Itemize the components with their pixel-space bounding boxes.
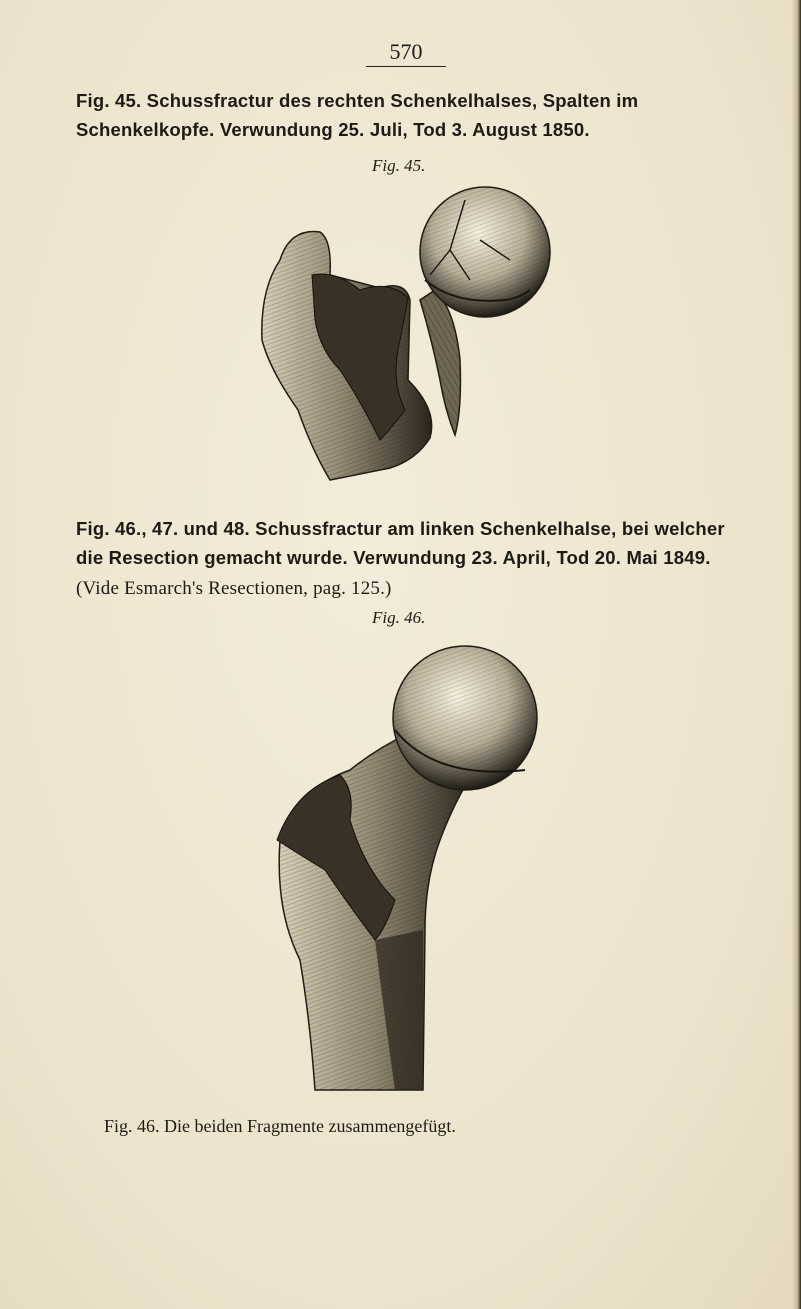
figure-46-label: Fig. 46. bbox=[372, 608, 426, 627]
figure-46-bottom-caption: Fig. 46. Die beiden Fragmente zusammengefügt. bbox=[104, 1116, 456, 1136]
figure-46-caption-plain: (Vide Esmarch's Resectionen, pag. 125.) bbox=[76, 578, 392, 599]
figure-45-label: Fig. 45. bbox=[372, 156, 426, 175]
figure-45-illustration bbox=[240, 180, 570, 490]
figure-45-caption: Fig. 45. Schussfractur des rechten Schenkelhalses, Spalten im Schenkelkopfe. Verwundung 25. Juli, Tod 3. August 1850. bbox=[76, 90, 639, 140]
figure-46-caption-bold: Fig. 46., 47. und 48. Schussfractur am linken Schenkelhalse, bei welcher die Resection gemacht wurde. Verwundung 23. April, Tod 20. Mai 1849. bbox=[76, 518, 725, 568]
figure-46-caption bbox=[76, 514, 756, 603]
page-edge bbox=[792, 0, 801, 1309]
page-number: 570 bbox=[366, 38, 446, 67]
figure-46-illustration bbox=[255, 640, 565, 1100]
